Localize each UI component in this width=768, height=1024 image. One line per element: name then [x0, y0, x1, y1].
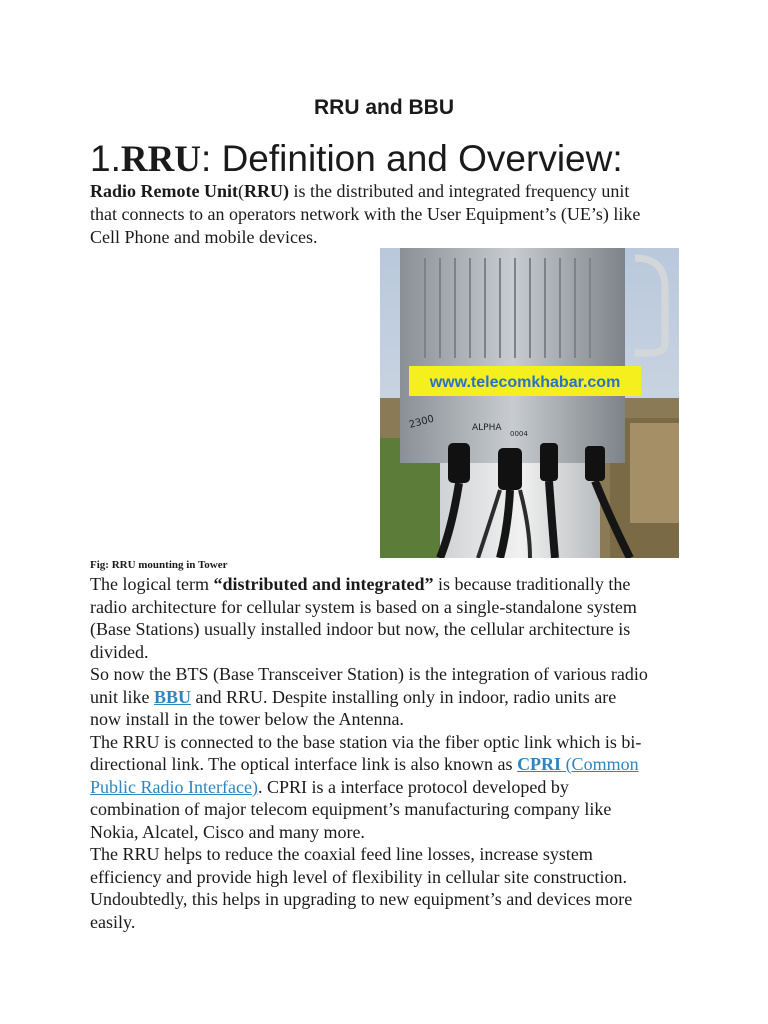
figure-caption: Fig: RRU mounting in Tower	[90, 559, 228, 571]
body-line	[90, 753, 680, 776]
page-title: RRU and BBU	[314, 96, 454, 119]
term-bold: RRU)	[243, 181, 289, 201]
section-heading	[90, 138, 623, 181]
cpri-link[interactable]	[517, 754, 639, 774]
body-line	[90, 686, 680, 709]
cpri-link-bold: CPRI	[517, 754, 562, 774]
handwritten-label: ALPHA	[472, 423, 502, 433]
body-line: Nokia, Alcatel, Cisco and many more.	[90, 821, 365, 842]
watermark-text: www.telecomkhabar.com	[429, 374, 621, 391]
paren: (	[237, 181, 244, 201]
body-line: combination of major telecom equipment’s manufacturing company like	[90, 799, 612, 819]
text-run: The logical term	[90, 574, 214, 594]
body-line: easily.	[90, 911, 136, 932]
body-line: divided.	[90, 641, 149, 662]
text-run: unit like	[90, 686, 154, 707]
body-line: radio architecture for cellular system is based on a single-standalone system	[90, 596, 637, 617]
body-line	[90, 573, 680, 596]
body-line: efficiency and provide high level of flexibility in cellular site construction.	[90, 866, 628, 887]
text-run: directional link. The optical interface link is also known as	[90, 754, 518, 774]
bbu-link[interactable]: BBU	[154, 686, 192, 707]
body-line: (Base Stations) usually installed indoor but now, the cellular architecture is	[90, 619, 631, 639]
body-line: now install in the tower below the Antenna.	[90, 709, 404, 729]
body-line	[90, 776, 680, 799]
intro-line: Cell Phone and mobile devices.	[90, 227, 318, 247]
text-run: . CPRI is a interface protocol developed by	[257, 776, 569, 797]
handwritten-label: 0004	[510, 430, 528, 438]
body-line: The RRU helps to reduce the coaxial feed line losses, increase system	[90, 844, 593, 864]
intro-line: that connects to an operators network with the User Equipment’s (UE’s) like	[90, 204, 641, 224]
term-bold: Radio Remote Unit	[90, 181, 238, 201]
term-bold: “distributed and integrated”	[213, 574, 434, 594]
body-line: So now the BTS (Base Transceiver Station) is the integration of various radio	[90, 664, 648, 684]
cpri-link-cont[interactable]: Public Radio Interface)	[90, 776, 258, 797]
intro-text: is the distributed and integrated frequency unit	[288, 181, 630, 201]
heading-rest: : Definition and Overview:	[201, 138, 623, 179]
intro-line	[90, 180, 690, 203]
body-line: The RRU is connected to the base station via the fiber optic link which is bi-	[90, 731, 642, 752]
cpri-link-text: (Common	[561, 754, 639, 774]
rru-tower-photo	[380, 248, 679, 558]
body-text	[90, 573, 680, 933]
text-run: and RRU. Despite installing only in indoor, radio units are	[191, 686, 617, 707]
heading-rru: RRU	[120, 139, 202, 180]
intro-paragraph	[90, 180, 690, 249]
heading-number: 1.	[90, 138, 121, 179]
text-run: is because traditionally the	[433, 574, 631, 594]
handwritten-label: 2300	[407, 413, 436, 431]
body-line: Undoubtedly, this helps in upgrading to new equipment’s and devices more	[90, 889, 633, 909]
